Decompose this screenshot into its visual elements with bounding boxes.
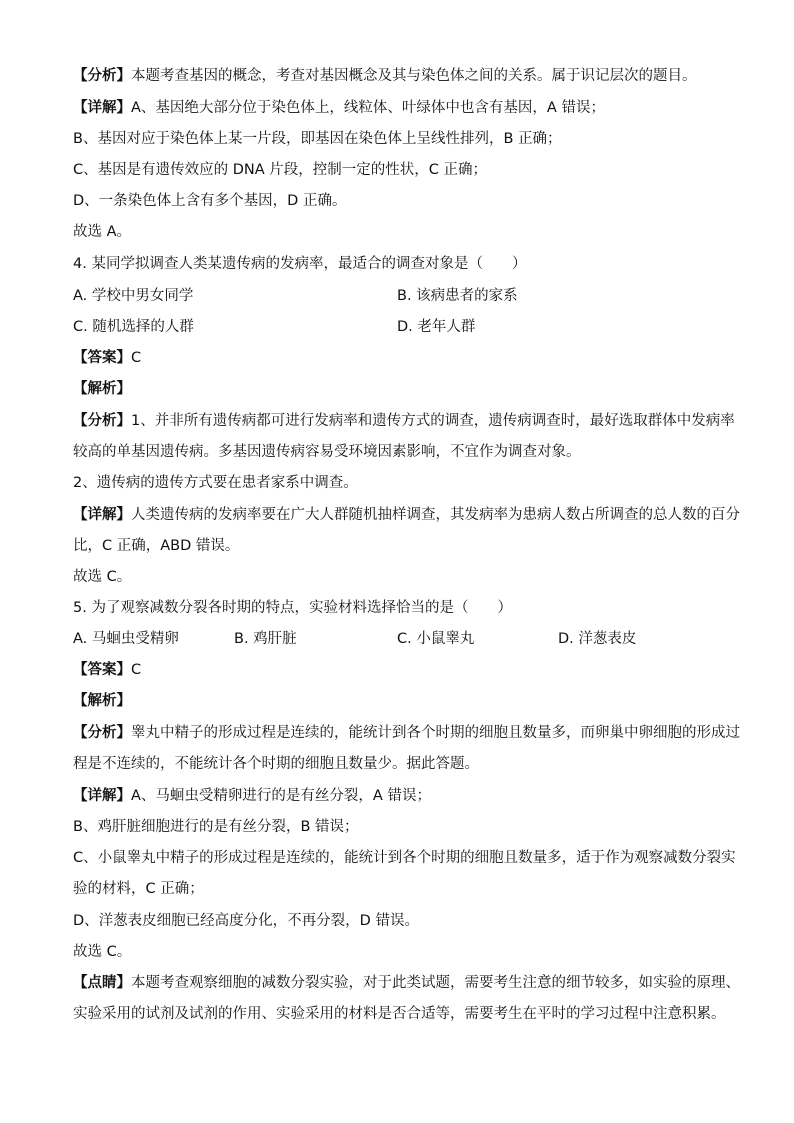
q4-analysis-1a bbox=[73, 411, 734, 431]
q5-option-d: D. 洋葱表皮 bbox=[558, 631, 637, 647]
q4-analysis-1b: 较高的单基因遗传病。多基因遗传病容易受环境因素影响，不宜作为调查对象。 bbox=[73, 444, 581, 460]
answer-tag: 【答案】 bbox=[73, 350, 131, 366]
q5-comment-b: 实验采用的试剂及试剂的作用、实验采用的材料是否合适等，需要考生在平时的学习过程中注意积累。 bbox=[73, 1006, 726, 1022]
q4-detail-b: 比，C 正确，ABD 错误。 bbox=[73, 538, 240, 554]
q4-explain-heading: 【解析】 bbox=[73, 381, 131, 397]
q5-analysis-b: 程是不连续的，不能统计各个时期的细胞且数量少。据此答题。 bbox=[73, 756, 479, 772]
q5-option-b: B. 鸡肝脏 bbox=[234, 631, 297, 647]
detail-text: A、马蛔虫受精卵进行的是有丝分裂，A 错误； bbox=[131, 788, 431, 804]
q4-option-a: A. 学校中男女同学 bbox=[73, 288, 194, 304]
detail-text: 人类遗传病的发病率要在广大人群随机抽样调查，其发病率为患病人数占所调查的总人数的百分 bbox=[131, 507, 740, 523]
answer-value: C bbox=[131, 350, 142, 366]
q5-detail-a bbox=[73, 786, 734, 806]
q5-explain-heading: 【解析】 bbox=[73, 693, 131, 709]
q3-detail-c: C、基因是有遗传效应的 DNA 片段，控制一定的性状，C 正确； bbox=[73, 162, 488, 178]
q5-option-a: A. 马蛔虫受精卵 bbox=[73, 631, 179, 647]
q5-option-c: C. 小鼠睾丸 bbox=[397, 631, 475, 647]
q3-detail-b: B、基因对应于染色体上某一片段，即基因在染色体上呈线性排列，B 正确； bbox=[73, 131, 562, 147]
q3-detail-d: D、一条染色体上含有多个基因，D 正确。 bbox=[73, 193, 347, 209]
q5-detail-b: B、鸡肝脏细胞进行的是有丝分裂，B 错误； bbox=[73, 819, 359, 835]
q5-conclusion: 故选 C。 bbox=[73, 944, 132, 960]
analysis-tag: 【分析】 bbox=[73, 725, 131, 741]
analysis-text: 本题考查基因的概念，考查对基因概念及其与染色体之间的关系。属于识记层次的题目。 bbox=[131, 68, 697, 84]
q4-stem: 4. 某同学拟调查人类某遗传病的发病率，最适合的调查对象是（ ） bbox=[73, 256, 527, 272]
detail-tag: 【详解】 bbox=[73, 507, 131, 523]
q3-analysis bbox=[73, 66, 734, 86]
analysis-tag: 【分析】 bbox=[73, 68, 131, 84]
comment-tag: 【点睛】 bbox=[73, 975, 131, 991]
q5-answer bbox=[73, 660, 734, 680]
analysis-text: 1、并非所有遗传病都可进行发病率和遗传方式的调查，遗传病调查时，最好选取群体中发病率 bbox=[131, 413, 735, 429]
q4-option-b: B. 该病患者的家系 bbox=[397, 288, 518, 304]
answer-tag: 【答案】 bbox=[73, 662, 131, 678]
q3-detail-a bbox=[73, 98, 734, 118]
answer-value: C bbox=[131, 662, 142, 678]
q4-option-d: D. 老年人群 bbox=[397, 319, 476, 335]
detail-tag: 【详解】 bbox=[73, 100, 131, 116]
analysis-text: 睾丸中精子的形成过程是连续的，能统计到各个时期的细胞且数量多，而卵巢中卵细胞的形成过 bbox=[131, 725, 740, 741]
q5-detail-c2: 验的材料，C 正确； bbox=[73, 881, 204, 897]
q4-analysis-2: 2、遗传病的遗传方式要在患者家系中调查。 bbox=[73, 475, 358, 491]
q4-answer bbox=[73, 348, 734, 368]
q4-conclusion: 故选 C。 bbox=[73, 569, 132, 585]
detail-text: A、基因绝大部分位于染色体上，线粒体、叶绿体中也含有基因，A 错误； bbox=[131, 100, 605, 116]
q4-detail-a bbox=[73, 505, 740, 525]
q5-comment-a bbox=[73, 973, 740, 993]
comment-text: 本题考查观察细胞的减数分裂实验，对于此类试题，需要考生注意的细节较多，如实验的原理、 bbox=[131, 975, 740, 991]
q5-detail-d: D、洋葱表皮细胞已经高度分化，不再分裂，D 错误。 bbox=[73, 913, 419, 929]
q5-stem: 5. 为了观察减数分裂各时期的特点，实验材料选择恰当的是（ ） bbox=[73, 600, 512, 616]
q4-option-c: C. 随机选择的人群 bbox=[73, 319, 194, 335]
detail-tag: 【详解】 bbox=[73, 788, 131, 804]
analysis-tag: 【分析】 bbox=[73, 413, 131, 429]
q5-detail-c1: C、小鼠睾丸中精子的形成过程是连续的，能统计到各个时期的细胞且数量多，适于作为观察减数分裂实 bbox=[73, 850, 736, 866]
q3-conclusion: 故选 A。 bbox=[73, 224, 132, 240]
q5-analysis-a bbox=[73, 723, 740, 743]
